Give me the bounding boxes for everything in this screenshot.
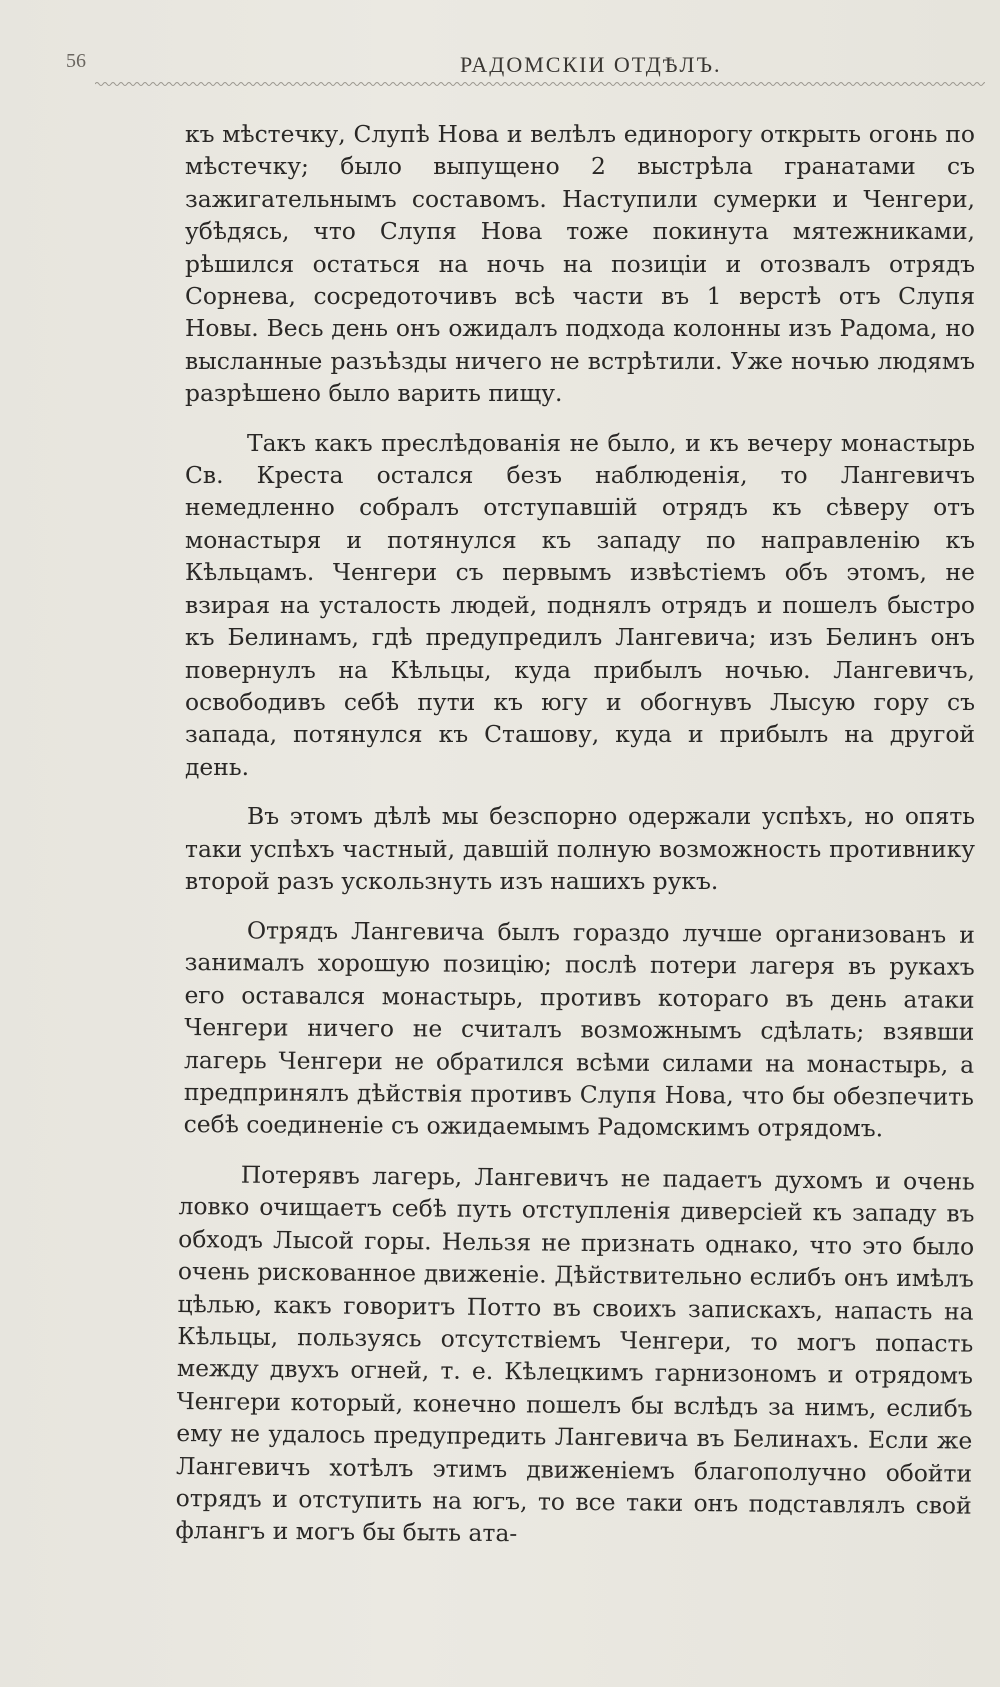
body-text	[175, 118, 975, 1548]
running-head: РАДОМСКIИ ОТДѢЛЪ.	[460, 52, 722, 77]
paragraph-5: Потерявъ лагерь, Лангевичъ не падаетъ духомъ и очень ловко очищаетъ себѣ путь отступленія диверсіей къ западу въ обходъ Лысой горы. Нельзя не признать однако, что это было очень рискованное движеніе. Дѣйствительно еслибъ онъ имѣлъ цѣлью, какъ говоритъ Потто въ своихъ запискахъ, напасть на Кѣльцы, пользуясь отсутствіемъ Ченгери, то могъ попасть между двухъ огней, т. е. Кѣлецкимъ гарнизономъ и отрядомъ Ченгери который, конечно пошелъ бы вслѣдъ за нимъ, еслибъ ему не удалось предупредить Лангевича въ Белинахъ. Если же Лангевичъ хотѣлъ этимъ движеніемъ благополучно обойти отрядъ и отступить на югъ, то все таки онъ подставлялъ свой флангъ и могъ бы быть ата-	[175, 1160, 975, 1548]
paragraph-2: Такъ какъ преслѣдованія не было, и къ вечеру монастырь Св. Креста остался безъ наблюденія, то Лангевичъ немедленно собралъ отступавшій отрядъ къ сѣверу отъ монастыря и потянулся къ западу по направленію къ Кѣльцамъ. Ченгери съ первымъ извѣстіемъ объ этомъ, не взирая на усталость людей, поднялъ отрядъ и пошелъ быстро къ Белинамъ, гдѣ предупредилъ Лангевича; изъ Белинъ онъ повернулъ на Кѣльцы, куда прибылъ ночью. Лангевичъ, освободивъ себѣ пути къ югу и обогнувъ Лысую гору съ запада, потянулся къ Сташову, куда и прибылъ на другой день.	[185, 428, 975, 781]
page-number: 56	[66, 50, 86, 72]
paragraph-4: Отрядъ Лангевича былъ гораздо лучше организованъ и занималъ хорошую позицію; послѣ потери лагеря въ рукахъ его оставался монастырь, противъ котораго въ день атаки Ченгери ничего не считалъ возможнымъ сдѣлать; взявши лагерь Ченгери не обратился всѣми силами на монастырь, а предпринялъ дѣйствія противъ Слупя Нова, что бы обезпечить себѣ соединеніе съ ожидаемымъ Радомскимъ отрядомъ.	[183, 916, 975, 1144]
paragraph-1: къ мѣстечку, Слупѣ Нова и велѣлъ единорогу открыть огонь по мѣстечку; было выпущено 2 выстрѣла гранатами съ зажигательнымъ составомъ. Наступили сумерки и Ченгери, убѣдясь, что Слупя Нова тоже покинута мятежниками, рѣшился остаться на ночь на позиціи и отозвалъ отрядъ Сорнева, сосредоточивъ всѣ части въ 1 верстѣ отъ Слупя Новы. Весь день онъ ожидалъ подхода колонны изъ Радома, но высланные разъѣзды ничего не встрѣтили. Уже ночью людямъ разрѣшено было варить пищу.	[185, 120, 975, 408]
header-wavy-rule	[95, 80, 985, 88]
paragraph-3: Въ этомъ дѣлѣ мы безспорно одержали успѣхъ, но опять таки успѣхъ частный, давшій полную возможность противнику второй разъ ускользнуть изъ нашихъ рукъ.	[185, 802, 975, 895]
